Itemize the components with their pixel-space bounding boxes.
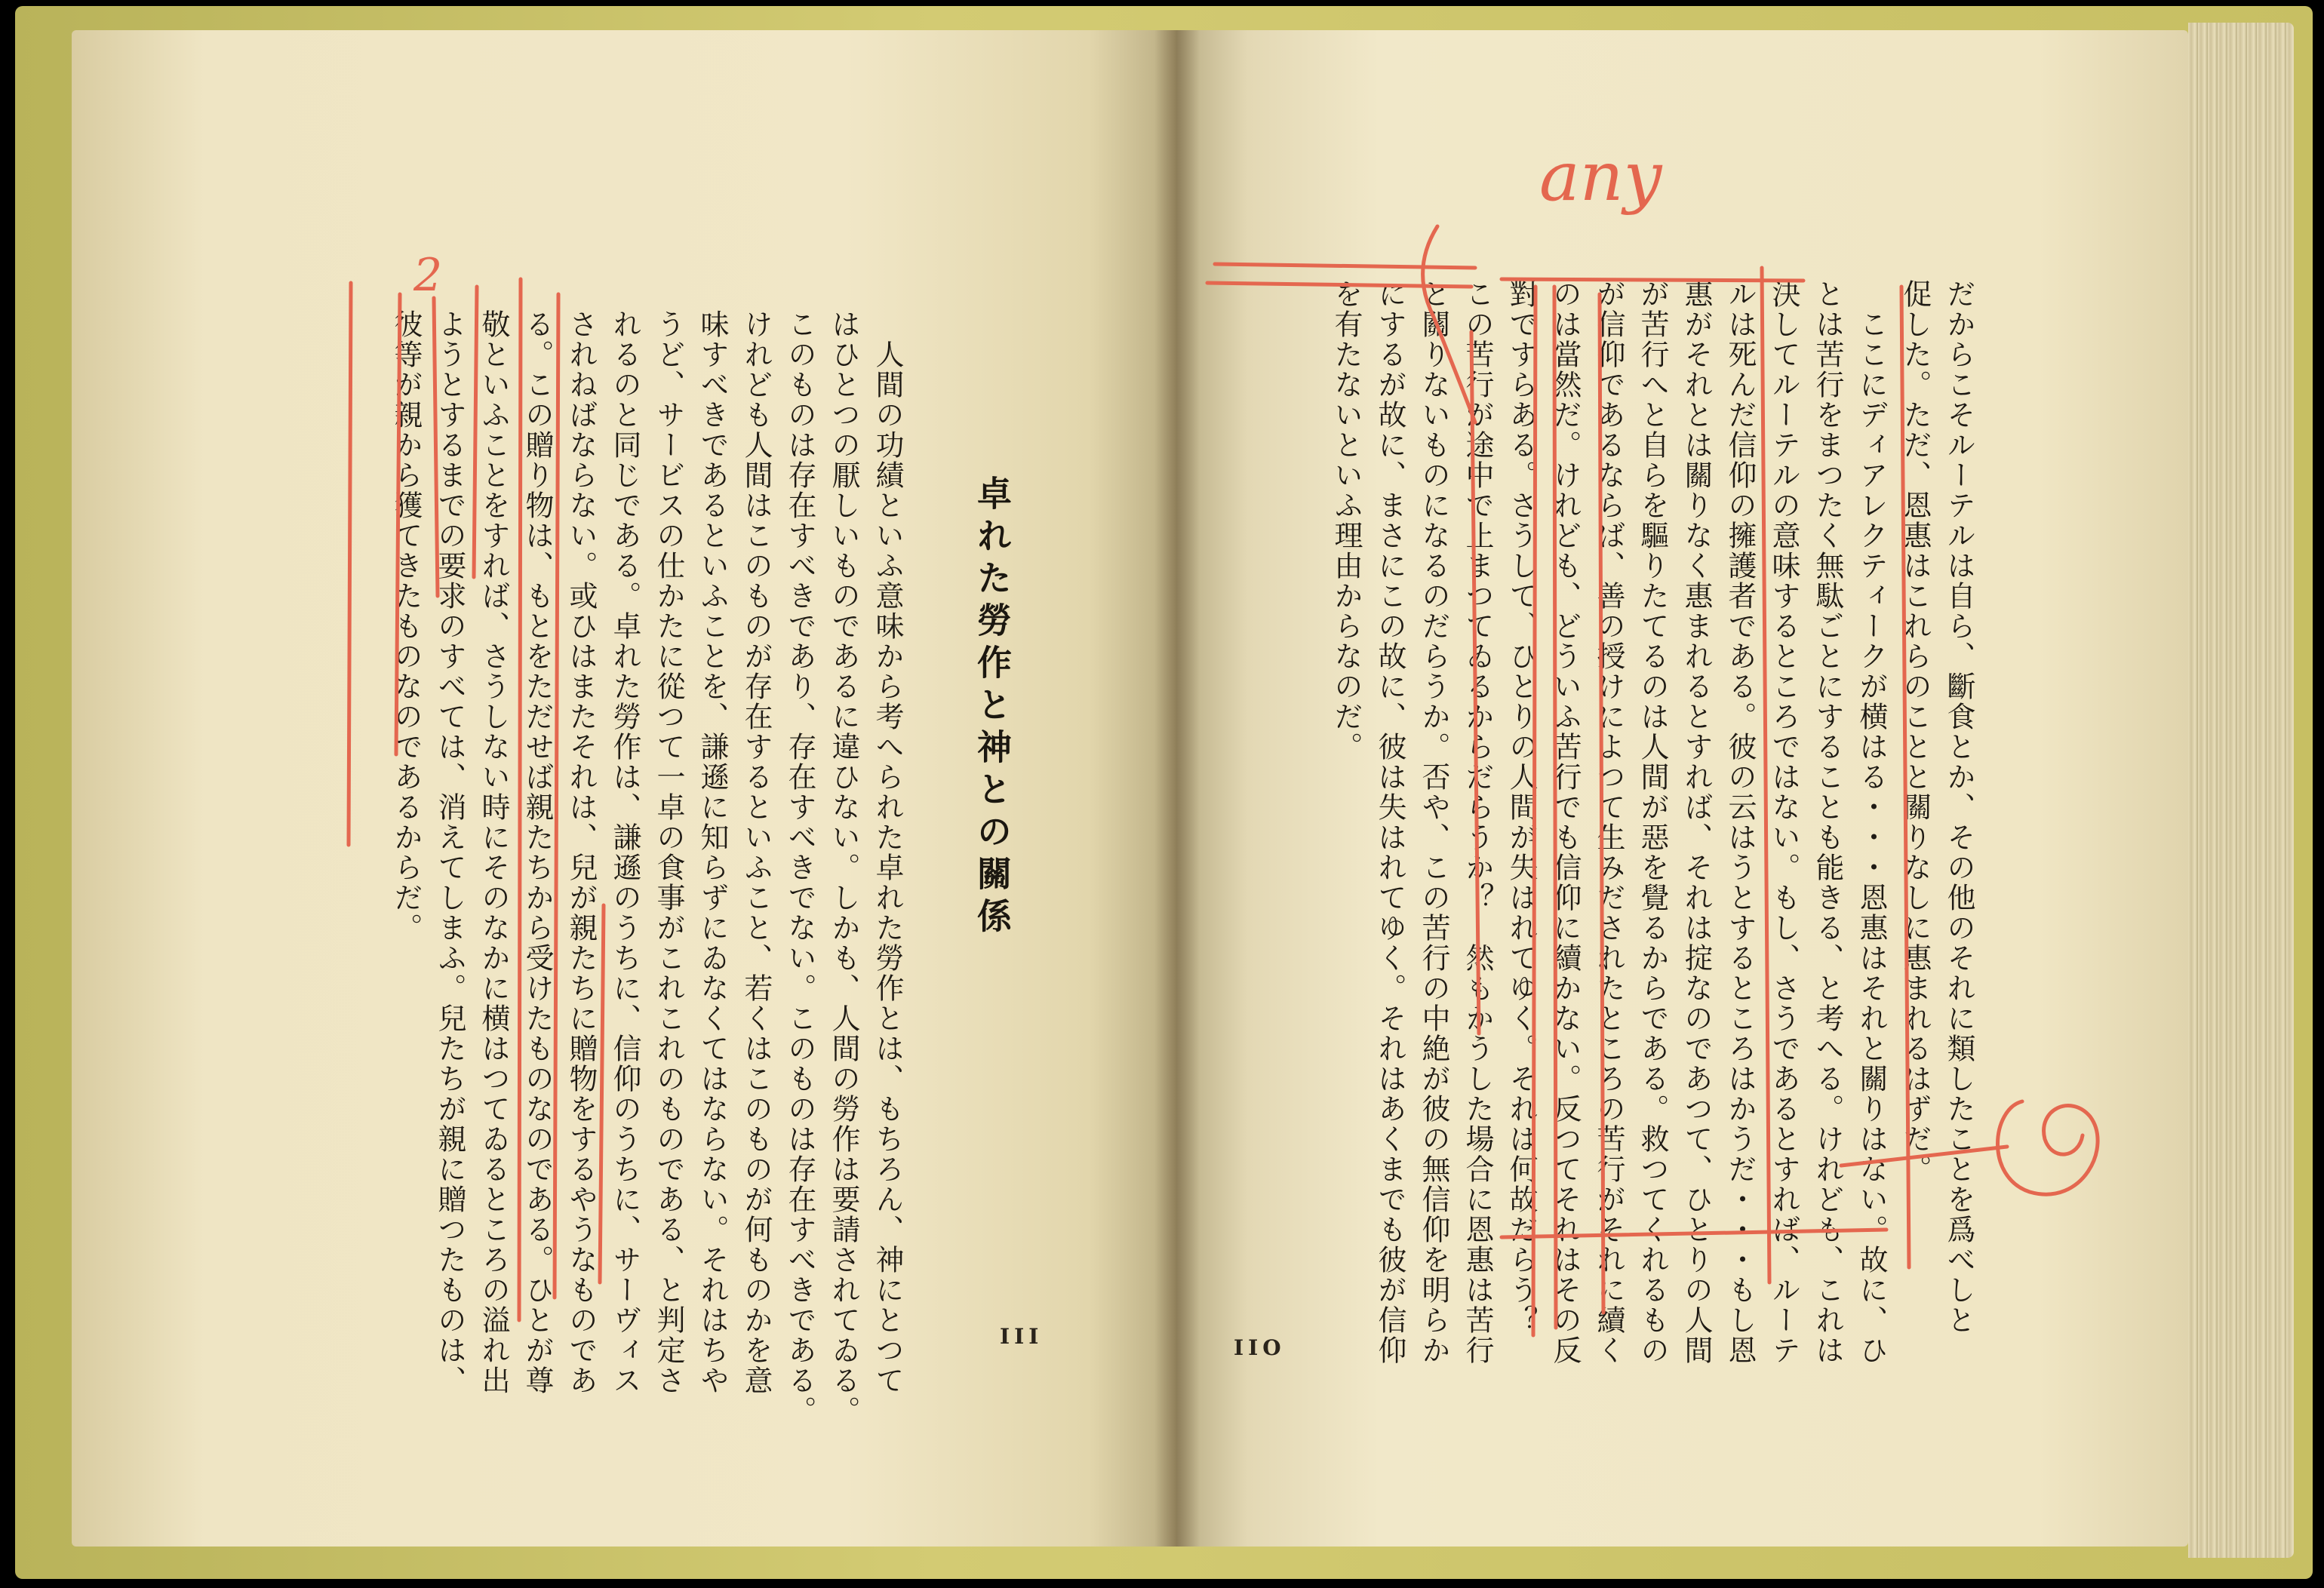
right-column-15: を有たないといふ理由からなのだ。	[1330, 279, 1363, 762]
page-edges	[2188, 23, 2294, 1558]
left-column-10: 敬といふことをすれば、さうしない時にそのなかに横はつてゐるところの溢れ出	[477, 309, 510, 1396]
left-column-4: けれども人間はこのものが存在するといふこと、若くはこのものが何ものかを意	[739, 309, 773, 1396]
right-column-11: 對ですらある。さうして、ひとりの人間が失はれてゆく。それは何故だらう？	[1505, 279, 1538, 1335]
annotation-word-any: any	[1539, 137, 1662, 217]
left-column-9: る。この贈り物は、もとをただせば親たちから受けたものなのである。ひとが尊	[521, 309, 554, 1396]
left-page	[72, 30, 1177, 1547]
right-column-9: が信仰であるならば、善の授けによつて生みだされたところの苦行がそれに續く	[1592, 279, 1625, 1365]
left-column-2: はひとつの厭しいものであるに違ひない。しかも、人間の勞作は要請されてゐる。	[827, 309, 860, 1426]
chapter-heading: 卓れた勞作と神との關係	[972, 475, 1013, 940]
right-column-10: のは當然だ。けれども、どういふ苦行でも信仰に續かない。反つてそれはその反	[1548, 279, 1582, 1365]
right-column-8: が苦行へと自らを驅りたてるのは人間が惡を覺るからである。救つてくれるもの	[1636, 279, 1669, 1365]
right-column-5: 決してルーテルの意味するところではない。もし、さうであるとすれば、ルーテ	[1767, 279, 1800, 1365]
right-page-number: IIO	[1234, 1335, 1286, 1360]
right-column-13: と關りないものになるのだらうか。否や、この苦行の中絶が彼の無信仰を明らか	[1417, 279, 1450, 1365]
left-text-block	[384, 309, 1015, 1426]
right-text-block	[1324, 279, 1981, 1365]
book-gutter	[1154, 30, 1200, 1547]
right-column-6: ルは死んだ信仰の擁護者である。彼の云はうとするところはかうだ・・・もし恩	[1723, 279, 1757, 1365]
left-column-7: れるのと同じである。卓れた勞作は、謙遜のうちに、信仰のうちに、サーヴィス	[608, 309, 641, 1396]
left-column-12: 彼等が親から獲てきたものなのであるからだ。	[389, 309, 423, 943]
right-column-4: とは苦行をまつたく無駄ごとにすることも能きる、と考へる。けれども、これは	[1811, 279, 1844, 1365]
right-column-12: この苦行が途中で止まつてゐるからだらうか？ 然もかうした場合に恩惠は苦行	[1461, 279, 1494, 1365]
annotation-numeral-2: 2	[413, 249, 443, 302]
left-column-11: ようとするまでの要求のすべては、消えてしまふ。兒たちが親に贈つたものは、	[433, 309, 466, 1396]
left-column-5: 味すべきであるといふことを、謙遜に知らずにゐなくてはならない。それはちや	[696, 309, 729, 1396]
right-column-7: 惠がそれとは關りなく惠まれるとすれば、それは掟なのであつて、ひとりの人間	[1680, 279, 1713, 1365]
left-column-8: されねばならない。或ひはまたそれは、兒が親たちに贈物をするやうなものであ	[564, 309, 598, 1396]
right-column-1: だからこそルーテルは自ら、斷食とか、その他のそれに類したことを爲べしと	[1942, 279, 1975, 1335]
right-column-2: 促した。ただ、恩惠はこれらのことと關りなしに惠まれるはずだ。	[1898, 279, 1932, 1184]
left-page-number: III	[1000, 1324, 1044, 1349]
left-column-3: このものは存在すべきであり、存在すべきでない。このものは存在すべきである。	[783, 309, 816, 1426]
left-column-1: 人間の功績といふ意味から考へられた卓れた勞作とは、もちろん、神にとつて	[871, 339, 904, 1396]
right-page	[1177, 30, 2188, 1547]
right-column-3: ここにディアレクティークが横はる・・・恩惠はそれと關りはない。故に、ひ	[1855, 309, 1888, 1365]
right-column-14: にするが故に、まさにこの故に、彼は失はれてゆく。それはあくまでも彼が信仰	[1373, 279, 1406, 1365]
left-column-6: うど、サービスの仕かたに從つて一卓の食事がこれこれのものである、と判定さ	[652, 309, 685, 1396]
